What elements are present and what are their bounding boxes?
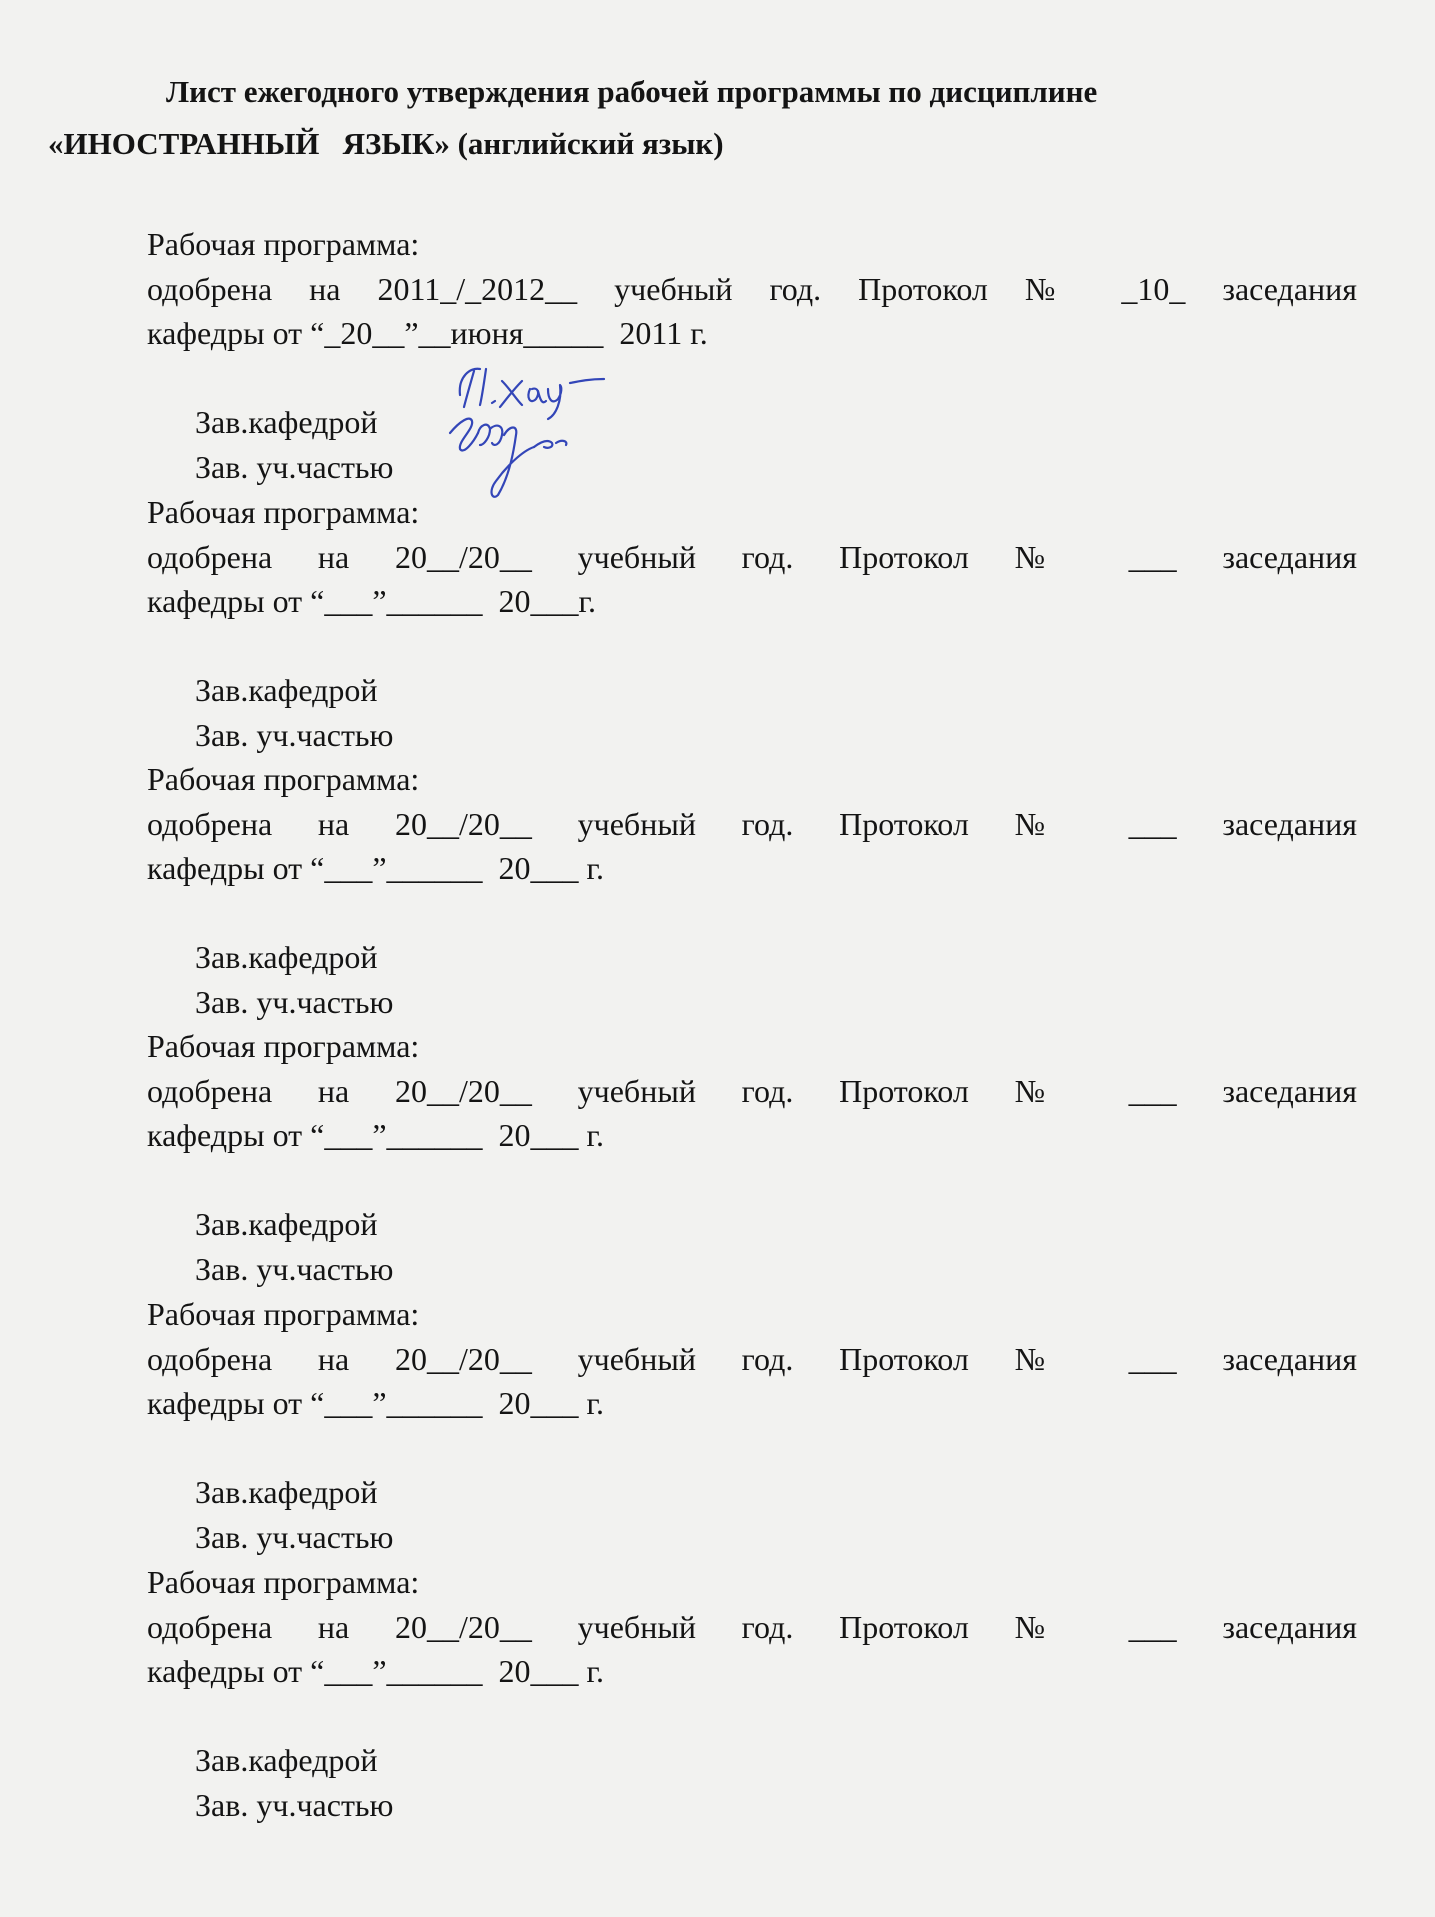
title-line-2: «ИНОСТРАННЫЙ ЯЗЫК» (английский язык)	[48, 126, 724, 161]
head-signature-line	[147, 1158, 1357, 1242]
study-part-label: Зав. уч.частью	[195, 716, 394, 753]
approval-block-5	[147, 1292, 1357, 1555]
department-date-line: кафедры от “___”______ 20___ г.	[147, 1117, 605, 1153]
block-heading: Рабочая программа:	[147, 1564, 420, 1600]
approval-block-6	[147, 1560, 1357, 1823]
study-part-label: Зав. уч.частью	[195, 1786, 394, 1823]
approval-block-3	[147, 757, 1357, 1020]
department-date-line: кафедры от “___”______ 20___ г.	[147, 1653, 605, 1689]
department-date-line: кафедры от “___”______ 20___ г.	[147, 1385, 605, 1421]
approval-line: одобрена на 2011_/_2012__ учебный год. Протокол № _10_ заседания	[147, 270, 1357, 307]
study-part-label: Зав. уч.частью	[195, 448, 394, 485]
block-heading: Рабочая программа:	[147, 226, 420, 262]
approval-block-1	[147, 222, 1357, 485]
handwritten-signature-icon	[430, 355, 700, 505]
approval-block-4	[147, 1024, 1357, 1287]
head-label: Зав.кафедрой	[195, 1742, 378, 1778]
study-part-label: Зав. уч.частью	[195, 1250, 394, 1287]
block-heading: Рабочая программа:	[147, 761, 420, 797]
head-signature-line	[147, 356, 1357, 440]
head-label: Зав.кафедрой	[195, 672, 378, 708]
head-signature-line	[147, 1694, 1357, 1778]
approval-line: одобрена на 20__/20__ учебный год. Протокол № ___ заседания	[147, 1608, 1357, 1645]
approval-line: одобрена на 20__/20__ учебный год. Протокол № ___ заседания	[147, 805, 1357, 842]
head-label: Зав.кафедрой	[195, 404, 378, 440]
block-heading: Рабочая программа:	[147, 1296, 420, 1332]
document-title	[48, 66, 1368, 170]
block-heading: Рабочая программа:	[147, 494, 420, 530]
department-date-line: кафедры от “___”______ 20___ г.	[147, 850, 605, 886]
head-signature-line	[147, 624, 1357, 708]
study-part-label: Зав. уч.частью	[195, 1518, 394, 1555]
block-heading: Рабочая программа:	[147, 1028, 420, 1064]
head-label: Зав.кафедрой	[195, 1206, 378, 1242]
department-date-line: кафедры от “___”______ 20___г.	[147, 583, 597, 619]
approval-line: одобрена на 20__/20__ учебный год. Протокол № ___ заседания	[147, 1340, 1357, 1377]
head-signature-line	[147, 1426, 1357, 1510]
head-signature-line	[147, 891, 1357, 975]
department-date-line: кафедры от “_20__”__июня_____ 2011 г.	[147, 315, 708, 351]
study-part-label: Зав. уч.частью	[195, 983, 394, 1020]
head-label: Зав.кафедрой	[195, 1474, 378, 1510]
approval-line: одобрена на 20__/20__ учебный год. Протокол № ___ заседания	[147, 538, 1357, 575]
title-line-1: Лист ежегодного утверждения рабочей программы по дисциплине	[166, 74, 1098, 109]
approval-line: одобрена на 20__/20__ учебный год. Протокол № ___ заседания	[147, 1072, 1357, 1109]
approval-block-2	[147, 490, 1357, 753]
head-label: Зав.кафедрой	[195, 939, 378, 975]
